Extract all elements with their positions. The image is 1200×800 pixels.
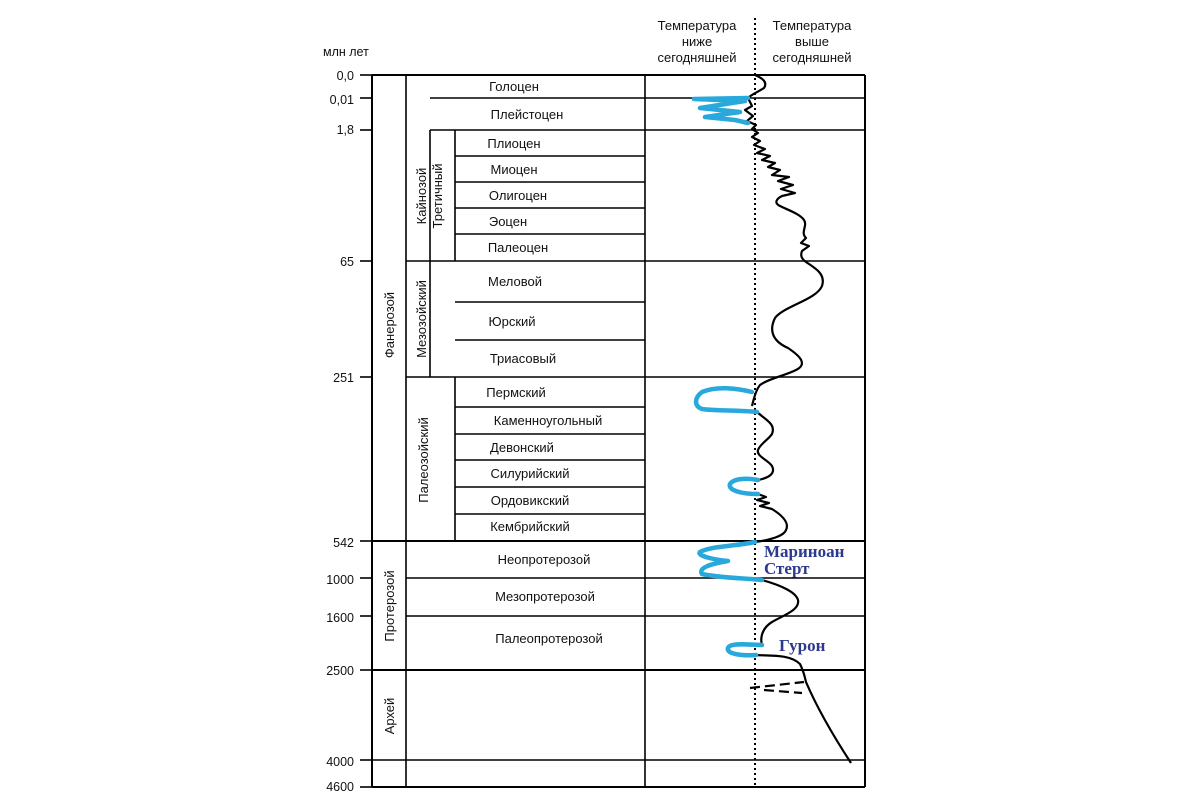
period-label-neoproterozoic: Неопротерозой <box>497 552 591 567</box>
axis-tick-5: 542 <box>333 536 354 550</box>
column-header-warmer <box>772 18 852 65</box>
period-label-devonian: Девонский <box>490 440 554 455</box>
era-label-mesozoic: Мезозойский <box>414 280 429 358</box>
archean-dashed-segments <box>750 682 804 693</box>
axis-tick-10: 4600 <box>326 780 354 794</box>
header-colder-line-3: сегодняшней <box>657 50 737 65</box>
period-label-permian: Пермский <box>486 385 546 400</box>
era-label-paleozoic: Палеозойский <box>416 417 431 503</box>
glaciation-label-marinoan: Мариноан <box>764 542 845 561</box>
period-label-pleistocene: Плейстоцен <box>490 107 564 122</box>
period-label-triassic: Триасовый <box>489 351 557 366</box>
period-label-jurassic: Юрский <box>488 314 536 329</box>
period-label-pliocene: Плиоцен <box>487 136 541 151</box>
axis-tick-1: 0,01 <box>329 93 354 107</box>
eon-label-archean: Архей <box>382 697 397 735</box>
period-label-miocene: Миоцен <box>490 162 538 177</box>
axis-tick-8: 2500 <box>326 664 354 678</box>
axis-tick-2: 1,8 <box>336 123 354 137</box>
axis-tick-0: 0,0 <box>336 69 354 83</box>
warm-temperature-curve <box>745 75 851 763</box>
glaciation-label-huronian: Гурон <box>779 636 826 655</box>
period-label-oligocene: Олигоцен <box>488 188 548 203</box>
period-label-cambrian: Кембрийский <box>490 519 570 534</box>
sub-era-label-tertiary: Третичный <box>430 163 445 229</box>
period-label-cretaceous: Меловой <box>488 274 542 289</box>
axis-unit-label: млн лет <box>323 45 369 59</box>
glaciation-label-sturtian: Стерт <box>764 559 810 578</box>
axis-tick-9: 4000 <box>326 755 354 769</box>
era-label-cenozoic: Кайнозой <box>414 167 429 225</box>
period-label-eocene: Эоцен <box>488 214 528 229</box>
column-header-colder <box>657 18 737 65</box>
axis-tick-4: 251 <box>333 371 354 385</box>
axis-tick-3: 65 <box>340 255 354 269</box>
period-label-mesoproterozoic: Мезопротерозой <box>495 589 595 604</box>
eon-label-phanerozoic: Фанерозой <box>382 291 397 359</box>
period-label-holocene: Голоцен <box>489 79 539 94</box>
period-label-carboniferous: Каменноугольный <box>493 413 603 428</box>
period-label-silurian: Силурийский <box>490 466 570 481</box>
axis-tick-6: 1000 <box>326 573 354 587</box>
header-colder-line-1: Температура <box>657 18 737 33</box>
axis-tick-7: 1600 <box>326 611 354 625</box>
header-warmer-line-3: сегодняшней <box>772 50 852 65</box>
header-colder-line-2: ниже <box>681 34 713 49</box>
header-warmer-line-2: выше <box>795 34 829 49</box>
axis-tick-labels <box>326 69 354 794</box>
period-label-ordovician: Ордовикский <box>490 493 570 508</box>
header-warmer-line-1: Температура <box>772 18 852 33</box>
period-label-paleocene: Палеоцен <box>487 240 549 255</box>
eon-label-proterozoic: Протерозой <box>382 570 397 642</box>
period-labels <box>486 79 602 646</box>
period-label-paleoproterozoic: Палеопротерозой <box>495 631 603 646</box>
